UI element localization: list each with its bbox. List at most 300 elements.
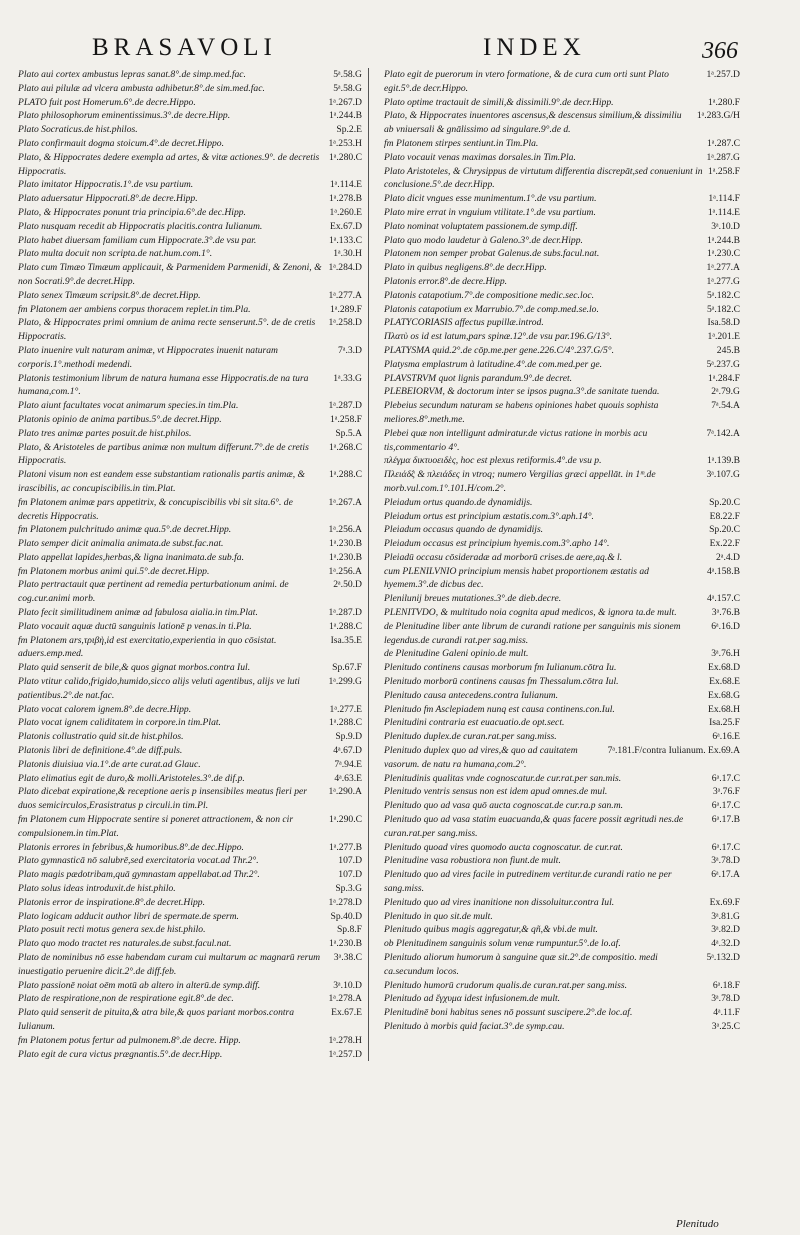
index-entry [384,716,740,730]
entry-text: Pleiadum occasus quando de dynamidijs. [384,524,544,536]
entry-text: Plenitudo fm Asclepiadem nunq est causa continens.con.Iul. [384,703,615,715]
entry-text: fm Platonem ars,τριβὴ,id est exercitatio,experientia in quo cōsistat. aduers.emp.med. [18,634,277,660]
index-entry [18,1034,362,1048]
entry-reference: 5ᵃ.182.C [706,289,740,301]
index-entry [18,427,362,441]
entry-text: PLAVSTRVM quot lignis parandum.9°.de decret. [384,372,573,384]
entry-text: Plenitudo quo ad vires inanitione non dissoluitur.contra Iul. [384,896,615,908]
entry-reference: Sp.8.F [336,924,362,936]
entry-reference: 7ᵃ.3.D [338,344,362,356]
entry-text: PLENITVDO, & multitudo noia cognita apud medicos, & ignora ta.de mult. [384,607,677,619]
index-entry [384,137,740,151]
entry-reference: Sp.20.C [709,524,740,536]
index-entry [384,868,740,896]
entry-text: Plenitudinis qualitas vnde cognoscatur.de cur.rat.per san.mis. [384,772,622,784]
entry-reference: 1ᵃ.280.C [328,151,362,163]
entry-reference: 1ᵃ.256.A [328,524,362,536]
entry-reference: 4ᵃ.32.D [711,938,740,950]
entry-reference: 1ᵃ.114.E [707,206,740,218]
entry-text: Platonis error de inspiratione.8°.de decret.Hipp. [18,896,205,908]
index-column-left [18,68,369,1061]
index-entry [384,330,740,344]
entry-reference: 5ᵃ.58.G [333,82,362,94]
entry-text: Plato, & Hippocrates dedere exempla ad artes, & vitæ actiones.9°. de decretis Hippocratis. [18,151,320,177]
entry-reference: 5ᵃ.58.G [333,69,362,80]
entry-reference: 3ᵃ.76.F [712,786,740,798]
entry-text: Plato dicit vngues esse munimentum.1°.de vsu partium. [384,193,597,205]
index-entry [384,399,740,427]
index-entry [384,316,740,330]
index-entry [18,303,362,317]
index-entry [384,606,740,620]
entry-text: Plato appellat lapides,herbas,& ligna inanimata.de sub.fa. [18,551,244,563]
entry-text: cum PLENILVNIO principium mensis habet proportionem æstatis ad hyemem.3°.de dicbus dec. [384,565,649,591]
entry-text: Plebei quæ non intelligunt admiratur.de victus ratione in morbis acu tis,commentario 4°. [384,427,648,453]
entry-text: Plato, & Aristoteles de partibus animæ non multum differunt.7°.de de cretis Hippocratis. [18,441,309,467]
entry-reference: 1ᵃ.278.D [328,896,362,908]
entry-text: Plato in quibus negligens.8°.de decr.Hipp. [384,262,547,274]
entry-text: Plato optime tractauit de simili,& dissimili.9°.de decr.Hipp. [384,96,614,108]
entry-reference: Ex.68.E [709,676,740,688]
entry-text: fm Platonem morbus animi qui.5°.de decret.Hipp. [18,565,210,577]
index-entry [18,441,362,469]
entry-text: PLATYCORIASIS affectus pupillæ.introd. [384,317,544,329]
index-entry [384,675,740,689]
entry-text: Pleiadum ortus est principium æstatis.com.3°.aph.14°. [384,510,594,522]
index-entry [384,992,740,1006]
entry-text: fm Platonem cum Hippocrate sentire si poneret attractionem, & non cir compulsionem.in tim.Plat. [18,814,294,839]
entry-reference: 3ᵃ.107.G [706,469,740,481]
entry-text: Plenitudo quo ad vires facile in putredinem vertitur.de curandi ratio ne per sang.miss. [384,869,672,895]
entry-reference: 1ᵃ.290.C [328,814,362,826]
index-entry [18,261,362,289]
entry-reference: Sp.20.C [709,496,740,508]
entry-text: Plato cum Timæo Timæum applicauit, & Parmenidem Parmenidi, & Zenoni, & non Socrati.9°.de decret.Hipp. [18,262,322,287]
index-entry [18,772,362,786]
index-entry [384,841,740,855]
entry-text: PLATYSMA quid.2°.de cōp.me.per gene.226.C/4°.237.G/5°. [384,344,615,356]
entry-text: Pleiadum occasus est principium hyemis.com.3°.apho 14°. [384,538,610,550]
entry-text: Plenitudo à morbis quid faciat.3°.de symp.cau. [384,1020,565,1032]
entry-reference: 1ᵃ.287.G [706,151,740,163]
entry-reference: Sp.40.D [330,910,362,922]
entry-text: Plenitudo quoad vires quomodo aucta cognoscatur. de cur.rat. [384,841,623,853]
entry-text: Plato gymnasticā nō salubrē,sed exercitatoria vocat.ad Thr.2°. [18,855,259,867]
entry-reference: 1ᵃ.280.F [708,96,740,108]
entry-text: Pleiadū occasu cōsideradæ ad morborū crises.de aere,aq.& l. [384,551,623,563]
index-entry [18,730,362,744]
index-entry [384,192,740,206]
catchword: Plenitudo [676,1218,719,1230]
entry-text: Plenitudo ad ἔγχυμα idest infusionem.de mult. [384,993,561,1005]
index-entry [18,178,362,192]
entry-text: Plato tres animæ partes posuit.de hist.philos. [18,427,192,439]
index-entry [384,537,740,551]
entry-reference: 6ᵃ.18.F [712,979,740,991]
entry-reference: 3ᵃ.25.C [711,1020,740,1032]
entry-reference: Sp.67.F [332,662,362,674]
index-entry [384,510,740,524]
entry-reference: 1ᵃ.244.B [706,234,740,246]
index-entry [18,703,362,717]
entry-text: Plato inuenire vult naturam animæ, vt Hippocrates inuenit naturam corporis.1°.methodi medendi. [18,344,278,370]
index-entry [18,82,362,96]
entry-text: Plato egit de cura victus prægnantis.5°.de decr.Hipp. [18,1048,223,1060]
index-entry [18,923,362,937]
entry-reference: 3ᵃ.10.D [711,220,740,232]
entry-reference: Ex.67.D [330,220,362,232]
entry-text: Πλειάδ̂ς & πλειάδες in vtroq; numero Vergilias græci appellāt. in 1ᵐ.de morb.vul.com.1°.101.H/com.2°. [384,469,656,494]
entry-text: Plenitudo humorū crudorum qualis.de curan.rat.per sang.miss. [384,979,628,991]
entry-text: Plenitudo ventris sensus non est idem apud omnes.de mul. [384,786,608,798]
index-entry [18,344,362,372]
index-entry [384,647,740,661]
entry-reference: Ex.68.G [708,689,740,701]
entry-reference: 1ᵃ.230.B [328,538,362,550]
entry-text: Plato passionē noiat oēm motū ab altero in alterū.de symp.diff. [18,979,261,991]
index-entry [384,68,740,96]
entry-text: Plato vocauit venas maximas dorsales.in Tim.Pla. [384,151,576,163]
index-entry [384,730,740,744]
index-entry [18,468,362,496]
index-entry [384,799,740,813]
entry-reference: 3ᵃ.76.B [711,607,740,619]
entry-reference: 1ᵃ.287.D [328,400,362,412]
entry-reference: 4ᵃ.63.E [334,772,362,784]
entry-reference: 1ᵃ.287.C [706,137,740,149]
entry-text: Plebeius secundum naturam se habens opiniones habet quouis sophista meliores.8°.meth.me. [384,400,659,425]
index-entry [18,537,362,551]
entry-text: Plenitudo in quo sit.de mult. [384,910,493,922]
index-entry [18,882,362,896]
entry-text: Plenitudo duplex quo ad vires,& quo ad cauitatem vasorum. de natu ra humana,com.2°. [384,745,578,770]
entry-text: fm Platonem aer ambiens corpus thoracem replet.in tim.Pla. [18,303,251,315]
entry-reference: 1ᵃ.278.B [328,193,362,205]
entry-reference: 1ᵃ.278.A [328,993,362,1005]
index-entry [384,592,740,606]
index-entry [18,523,362,537]
index-entry [18,372,362,400]
entry-reference: 1ᵃ.33.G [333,372,362,384]
entry-reference: Isa.25.F [709,717,740,729]
entry-reference: 1ᵃ.114.F [708,193,740,205]
entry-reference: 1ᵃ.257.D [328,1048,362,1060]
entry-text: Plato, & Hippocrates ponunt tria principia.6°.de dec.Hipp. [18,206,246,218]
index-entry [384,275,740,289]
entry-reference: 1ᵃ.283.G/H [696,110,740,122]
entry-text: Plato vocat calorem ignem.8°.de decre.Hipp. [18,703,192,715]
entry-reference: 4ᵃ.158.B [706,565,740,577]
index-entry [384,454,740,468]
entry-reference: 1ᵃ.114.E [329,179,362,191]
entry-reference: 1ᵃ.258.F [708,165,740,177]
index-entry [18,96,362,110]
entry-reference: 7ᵃ.94.E [334,758,362,770]
entry-text: Plenitudo duplex.de curan.rat.per sang.miss. [384,731,557,743]
entry-text: Plato aui cortex ambustus lepras sanat.8°.de simp.med.fac. [18,69,246,80]
entry-reference: 1ᵃ.277.E [329,703,362,715]
entry-text: Plato quo modo laudetur à Galeno.3°.de decr.Hipp. [384,234,583,246]
index-entry [384,896,740,910]
entry-reference: 1ᵃ.258.D [328,317,362,329]
entry-reference: 1ᵃ.288.C [328,620,362,632]
entry-reference: 3ᵃ.78.D [711,993,740,1005]
entry-text: Platonis error.8°.de decre.Hipp. [384,275,508,287]
entry-text: Plato quid senserit de pituita,& atra bile,& quos pariant morbos.contra Iulianum. [18,1007,295,1032]
index-entry [18,675,362,703]
index-entry [18,634,362,662]
index-entry [384,234,740,248]
index-entry [18,716,362,730]
entry-reference: 6ᵃ.16.D [711,620,740,632]
entry-text: Platonis opinio de anima partibus.5°.de decret.Hipp. [18,413,222,425]
entry-reference: 1ᵃ.244.B [328,110,362,122]
entry-text: PLEBEIORVM, & doctorum inter se ipsos pugna.3°.de sanitate tuenda. [384,386,660,398]
entry-reference: 3ᵃ.10.D [333,979,362,991]
index-column-right [384,68,740,1034]
entry-reference: 3ᵃ.38.C [333,952,362,963]
index-entry [384,303,740,317]
index-entry [384,344,740,358]
index-entry [18,979,362,993]
index-entry [384,689,740,703]
entry-reference: Sp.9.D [335,731,362,743]
page-number: 366 [702,38,738,64]
entry-reference: 6ᵃ.16.E [712,731,740,743]
index-entry [18,813,362,841]
entry-reference: 7ᵃ.142.A [706,427,740,439]
entry-text: Plato nusquam recedit ab Hippocratis placitis.contra Iulianum. [18,220,263,232]
entry-text: Plenitudinē boni habitus senes nō possunt suscipere.2°.de loc.af. [384,1007,633,1019]
entry-reference: 107.D [338,855,362,867]
entry-reference: 1ᵃ.287.D [328,607,362,619]
entry-text: Plato logicam adducit author libri de spermate.de sperm. [18,910,239,922]
entry-reference: 1ᵃ.284.F [708,372,740,384]
index-entry [18,68,362,82]
entry-text: Plato aiunt facultates vocat animarum species.in tim.Pla. [18,400,239,412]
entry-text: Plato aduersatur Hippocrati.8°.de decre.Hipp. [18,193,198,205]
entry-text: Plato magis pædotribam,quā gymnastam appellabat.ad Thr.2°. [18,869,260,881]
entry-text: Platysma emplastrum à latitudine.4°.de com.med.per ge. [384,358,603,370]
entry-text: Platonis errores in febribus,& humoribus.8°.de dec.Hippo. [18,841,244,853]
index-entry [18,854,362,868]
running-head-title: INDEX [483,34,586,61]
index-entry [18,992,362,1006]
entry-text: de Plenitudine Galeni opinio.de mult. [384,648,529,660]
entry-reference: 4ᵃ.67.D [333,745,362,757]
entry-text: Plato solus ideas introduxit.de hist.philo. [18,883,176,895]
index-entry [384,496,740,510]
entry-reference: Isa.35.E [330,634,362,646]
entry-reference: 7ᵃ.181.F/contra Iulianum. Ex.69.A [607,745,740,757]
entry-reference: 107.D [338,869,362,881]
index-entry [384,523,740,537]
entry-text: fm Platonem potus fertur ad pulmonem.8°.de decre. Hipp. [18,1034,241,1046]
entry-reference: 1ᵃ.284.D [328,262,362,274]
entry-reference: 1ᵃ.299.G [328,676,362,688]
index-entry [384,551,740,565]
index-entry [18,123,362,137]
entry-reference: 1ᵃ.277.B [328,841,362,853]
index-entry [384,165,740,193]
entry-text: ob Plenitudinem sanguinis solum venæ rumpuntur.5°.de lo.af. [384,938,621,950]
entry-reference: 1ᵃ.290.A [328,786,362,798]
entry-text: PLATO fuit post Homerum.6°.de decre.Hippo. [18,96,196,108]
entry-text: Plato posuit recti motus genera sex.de hist.philo. [18,924,206,936]
entry-reference: Ex.68.D [708,662,740,674]
index-entry [18,910,362,924]
index-entry [384,979,740,993]
index-entry [18,606,362,620]
entry-reference: Ex.68.H [708,703,740,715]
entry-text: Plato habet diuersam familiam cum Hippocrate.3°.de vsu par. [18,234,257,246]
index-entry [18,109,362,123]
entry-text: Plato multa docuit non scripta.de nat.hum.com.1°. [18,248,213,260]
entry-text: Plato de nominibus nō esse habendam curam cui multarum ac magnarū rerum inuestigatio peruenire dicit.2°.de diff.feb. [18,952,321,977]
index-entry [18,841,362,855]
index-entry [384,951,740,979]
entry-text: Plato philosophorum eminentissimus.3°.de decre.Hipp. [18,110,231,122]
entry-reference: 1ᵃ.278.H [328,1034,362,1046]
entry-reference: 3ᵃ.76.H [711,648,740,660]
entry-text: Plato confirmauit dogma stoicum.4°.de decret.Hippo. [18,137,224,149]
index-entry [384,620,740,648]
index-entry [18,316,362,344]
entry-reference: 5ᵃ.237.G [706,358,740,370]
entry-reference: Ex.69.F [709,896,740,908]
entry-text: Plenitudine vasa robustiora non fiunt.de mult. [384,855,561,867]
entry-text: fm Platonem stirpes sentiunt.in Tim.Pla. [384,137,539,149]
index-entry [18,220,362,234]
entry-text: Platonem non semper probat Galenus.de subs.facul.nat. [384,248,600,260]
index-entry [384,427,740,455]
entry-reference: E8.22.F [709,510,740,522]
index-entry [384,468,740,496]
entry-reference: 6ᵃ.17.C [711,800,740,812]
index-entry [384,785,740,799]
entry-text: Pleiadum ortus quando.de dynamidijs. [384,496,533,508]
index-entry [18,151,362,179]
index-entry [384,661,740,675]
index-entry [384,937,740,951]
entry-reference: 4ᵃ.11.F [713,1007,740,1019]
index-entry [384,1006,740,1020]
entry-text: Plato fecit similitudinem animæ ad fabulosa aialia.in tim.Plat. [18,607,258,619]
entry-text: Plato vocat ignem caliditatem in corpore.in tim.Plat. [18,717,221,729]
index-entry [18,868,362,882]
entry-reference: 1ᵃ.201.E [707,331,740,343]
entry-text: Plenitudo morborū continens causas fm Thessalum.cōtra Iul. [384,676,619,688]
entry-text: Platonis catapotium.7°.de compositione medic.sec.loc. [384,289,595,301]
entry-text: πλέγμα δικτυοειδὲς, hoc est plexus retiformis.4°.de vsu p. [384,455,602,467]
entry-reference: 1ᵃ.230.C [706,248,740,260]
entry-reference: 1ᵃ.288.C [328,717,362,729]
index-entry [18,551,362,565]
index-entry [18,1006,362,1034]
entry-text: Plato, & Hippocrates primi omnium de anima recte senserunt.5°. de de cretis Hippocratis. [18,317,316,343]
entry-text: Plenitudo quo ad vasa statim euacuanda,& quas facere possit ægritudi nes.de curan.rat.per sang.miss. [384,814,684,839]
entry-reference: 245.B [716,344,740,356]
entry-reference: 2ᵃ.50.D [333,579,362,591]
entry-text: Platonis libri de definitione.4°.de diff.puls. [18,745,183,757]
entry-text: Plato imitator Hippocratis.1°.de vsu partium. [18,179,194,191]
entry-text: de Plenitudine liber ante librum de curandi ratione per sanguinis mis sionem legendus.de curandi rat.per sag.miss. [384,620,681,646]
index-entry [18,206,362,220]
index-entry [384,813,740,841]
index-entry [384,923,740,937]
entry-text: Plenitudo continens causas morborum fm Iulianum.cōtra Iu. [384,662,617,674]
index-entry [384,261,740,275]
entry-text: Plenitudo quo ad vasa quō aucta cognoscat.de cur.ra.p san.m. [384,800,624,812]
entry-reference: 6ᵃ.17.B [711,814,740,826]
index-entry [384,247,740,261]
index-entry [18,744,362,758]
index-entry [384,385,740,399]
entry-text: Plato Socraticus.de hist.philos. [18,124,138,136]
entry-reference: 3ᵃ.78.D [711,855,740,867]
entry-text: Platonis diuisiua via.1°.de arte curat.ad Glauc. [18,758,201,770]
entry-reference: 5ᵃ.132.D [706,952,740,963]
entry-text: Plato egit de puerorum in vtero formatione, & de cura cum orti sunt Plato egit.5°.de decr.Hippo. [384,69,669,94]
index-entry [384,910,740,924]
index-entry [384,744,740,772]
entry-reference: 1ᵃ.277.G [706,275,740,287]
index-entry [18,247,362,261]
index-entry [384,96,740,110]
index-entry [18,192,362,206]
entry-reference: 4ᵃ.157.C [706,593,740,605]
index-entry [18,661,362,675]
entry-reference: Ex.67.E [331,1007,362,1019]
entry-reference: 1ᵃ.277.A [706,262,740,274]
entry-reference: 1ᵃ.288.C [328,469,362,481]
index-entry [384,565,740,593]
index-entry [384,854,740,868]
entry-text: Plenilunij breues mutationes.3°.de dieb.decre. [384,593,562,605]
index-entry [384,289,740,303]
entry-reference: 2ᵃ.79.G [711,386,740,398]
entry-reference: 1ᵃ.256.A [328,565,362,577]
entry-text: Plato, & Hippocrates inuentores ascensus,& descensus similium,& dissimiliu ab vniuersali & gnālissimo ad singulare.9°.de d. [384,110,682,136]
entry-text: Plato dicebat expiratione,& receptione aeris p insensibiles meatus fieri per duos semicirculos,Erasistratus p circuli.in tim.Pl. [18,786,308,812]
entry-text: Plato pertractauit quæ pertinent ad remedia perturbationum animi. de cog.cur.animi morb. [18,579,289,605]
index-entry [18,234,362,248]
entry-reference: 3ᵃ.81.G [711,910,740,922]
entry-text: Platonis catapotium ex Marrubio.7°.de comp.med.se.lo. [384,303,599,315]
entry-reference: 6ᵃ.17.A [711,869,740,881]
index-entry [18,951,362,979]
entry-text: Platonis collustratio quid sit.de hist.philos. [18,731,184,743]
entry-text: Plato elimatius egit de duro,& molli.Aristoteles.3°.de dif.p. [18,772,245,784]
entry-reference: Sp.5.A [335,427,362,439]
entry-text: Plenitudo causa antecedens.contra Iulianum. [384,689,558,701]
entry-text: Plato nominat voluptatem passionem.de symp.diff. [384,220,578,232]
entry-text: Plato mire errat in vnguium vtilitate.1°.de vsu partium. [384,206,596,218]
entry-text: Plato aui pilulæ ad vlcera ambusta adhibetur.8°.de sim.med.fac. [18,82,265,94]
entry-reference: 1ᵃ.268.C [328,441,362,453]
index-entry [18,620,362,634]
index-entry [18,413,362,427]
entry-text: Plato de respiratione,non de respiratione egit.8°.de dec. [18,993,234,1005]
entry-reference: Isa.58.D [707,317,740,329]
entry-reference: 6ᵃ.17.C [711,841,740,853]
index-entry [384,1020,740,1034]
index-entry [384,151,740,165]
entry-text: Plato Aristoteles, & Chrysippus de virtutum differentia discrepāt,sed conueniunt in conclusione.5°.de decr.Hipp. [384,165,703,191]
entry-reference: 1ᵃ.30.H [333,248,362,260]
entry-reference: Sp.2.E [336,124,362,136]
entry-text: Plato semper dicit animalia animata.de subst.fac.nat. [18,538,224,550]
